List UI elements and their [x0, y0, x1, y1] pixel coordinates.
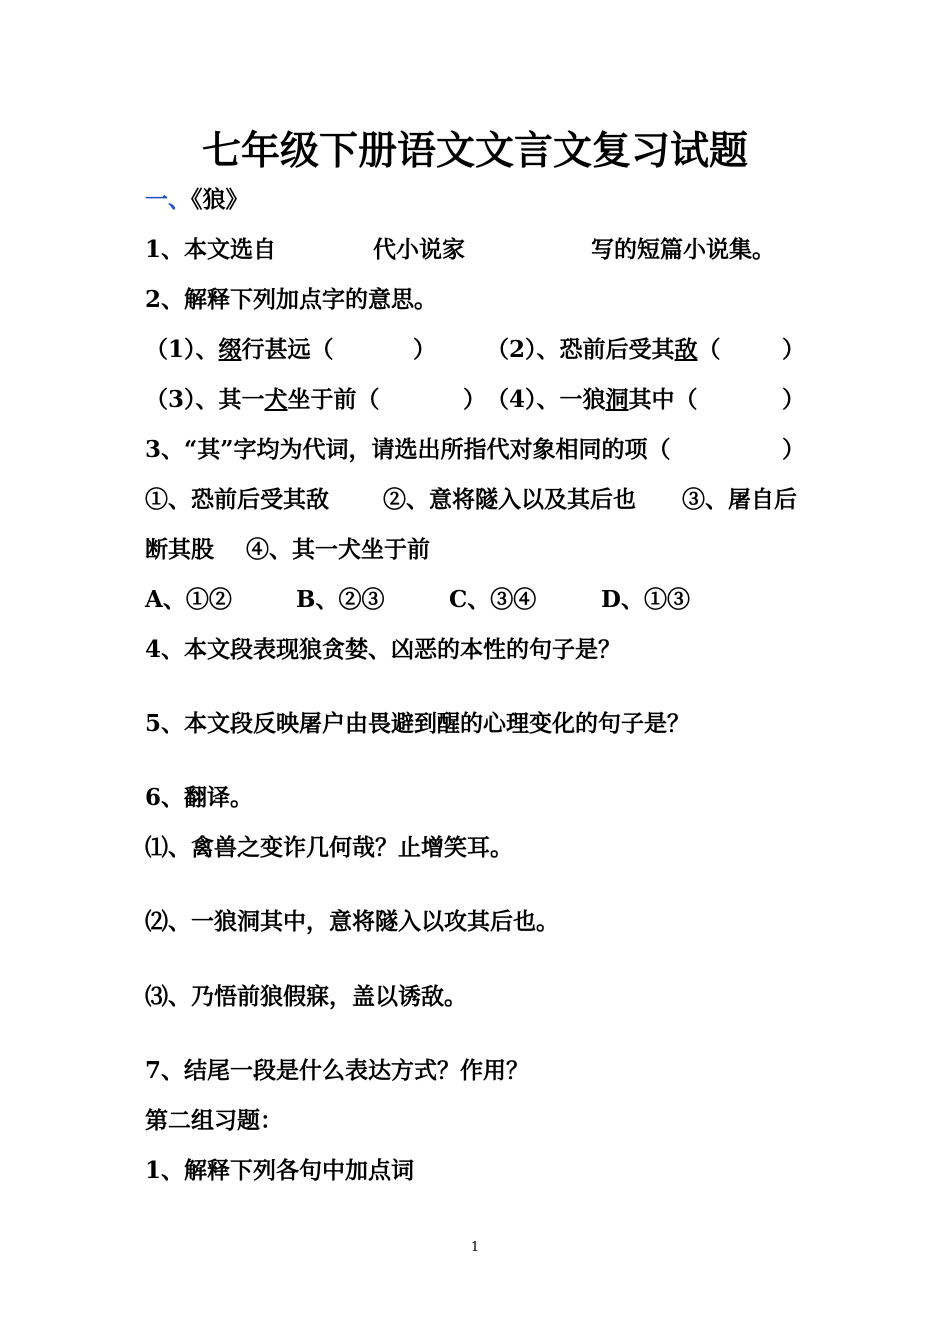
underlined-word: 缀 — [218, 336, 242, 363]
option-a: A、①② — [145, 586, 232, 613]
group-2-question-1: 1、解释下列各句中加点词 — [145, 1157, 415, 1184]
underlined-word: 犬 — [264, 386, 288, 413]
question-6-item: ⑴、禽兽之变诈几何哉？止增笑耳。 — [145, 834, 513, 861]
question-5: 5、本文段反映屠户由畏避到醒的心理变化的句子是？ — [145, 710, 691, 737]
question-4: 4、本文段表现狼贪婪、凶恶的本性的句子是？ — [145, 636, 622, 663]
section-name: 《狼》 — [191, 186, 249, 213]
question-7: 7、结尾一段是什么表达方式？作用？ — [145, 1057, 530, 1084]
question-2: 2、解释下列加点字的意思。 — [145, 286, 438, 313]
question-6-item: ⑵、一狼洞其中，意将隧入以攻其后也。 — [145, 908, 559, 935]
group-2-heading: 第二组习题： — [145, 1107, 283, 1134]
page-number: 1 — [470, 1240, 480, 1255]
question-6: 6、翻译。 — [145, 784, 254, 811]
section-number: 一、 — [145, 186, 191, 213]
underlined-word: 敌 — [674, 336, 698, 363]
underlined-word: 洞 — [605, 386, 629, 413]
question-6-item: ⑶、乃悟前狼假寐，盖以诱敌。 — [145, 983, 467, 1010]
section-heading — [145, 186, 249, 214]
page-title: 七年级下册语文文言文复习试题 — [201, 128, 748, 174]
option-c: C、③④ — [449, 586, 537, 613]
option-b: B、②③ — [296, 586, 385, 613]
option-d: D、①③ — [601, 586, 690, 613]
